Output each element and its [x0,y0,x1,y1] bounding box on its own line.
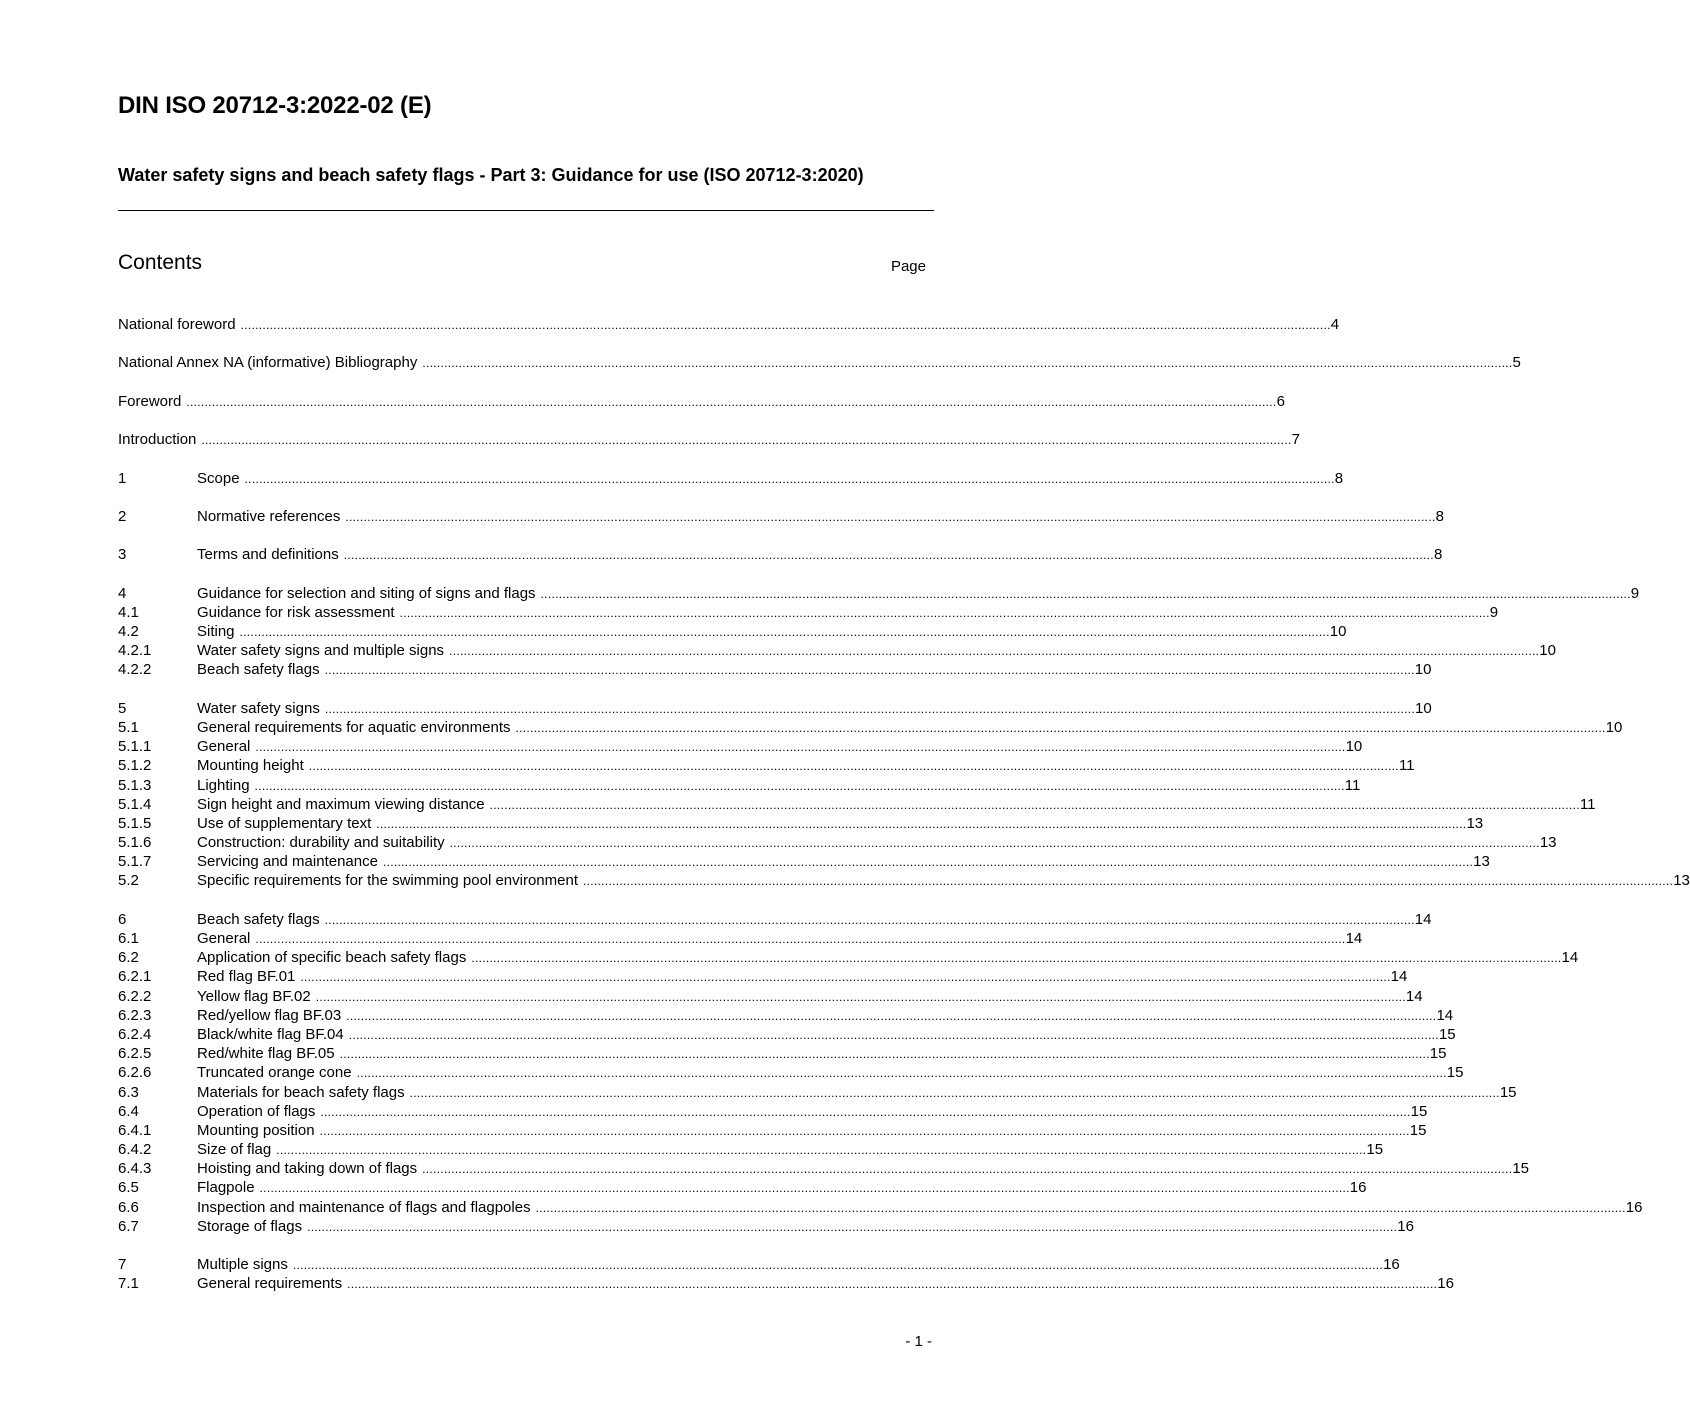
toc-entry-number: 5.1.1 [118,738,152,756]
toc-entry-title: General [197,738,251,756]
toc-entry-title: Introduction [118,431,197,449]
toc-entry-page: 9 [1630,584,1640,602]
toc-entry-page: 14 [1390,968,1408,986]
toc-entry-number: 6.5 [118,1179,139,1197]
toc-entry[interactable] [118,660,1432,679]
toc-entry-number: 4.2.2 [118,661,152,679]
toc-dot-leader: ............................................................................................................................................................................................................................................................................................................ [449,644,1540,659]
toc-dot-leader: ............................................................................................................................................................................................................................................................................................................ [324,663,1415,678]
toc-entry-number: 4.1 [118,603,139,621]
toc-dot-leader: ............................................................................................................................................................................................................................................................................................................ [319,1123,1410,1138]
toc-entry[interactable] [118,1255,1400,1274]
toc-entry-title: Inspection and maintenance of flags and flagpoles [197,1198,531,1216]
toc-dot-leader: ............................................................................................................................................................................................................................................................................................................ [356,1066,1447,1081]
toc-entry-number: 6.2.6 [118,1064,152,1082]
title-divider [118,210,934,211]
toc-entry-number: 5 [118,699,127,717]
toc-entry-page: 8 [1334,469,1344,487]
toc-group [118,1255,1454,1293]
toc-entry-title: Storage of flags [197,1217,303,1235]
toc-entry-page: 15 [1429,1045,1447,1063]
document-title: DIN ISO 20712-3:2022-02 (E) [118,92,432,119]
toc-dot-leader: ............................................................................................................................................................................................................................................................................................................ [422,356,1513,371]
toc-dot-leader: ............................................................................................................................................................................................................................................................................................................ [239,625,1330,639]
toc-entry-page: 9 [1489,603,1499,621]
toc-entry-title: Use of supplementary text [197,814,372,832]
toc-entry-title: Water safety signs [197,699,320,717]
toc-entry-title: Terms and definitions [197,546,339,564]
toc-entry-number: 6.4.1 [118,1121,152,1139]
toc-entry-page: 15 [1410,1102,1428,1120]
toc-entry-page: 14 [1414,910,1432,928]
page-number: - 1 - [905,1333,932,1350]
toc-entry-number: 5.1.2 [118,757,152,775]
toc-entry-page: 8 [1435,507,1444,525]
toc-entry[interactable] [118,948,1579,967]
toc-entry-title: Mounting height [197,757,304,775]
toc-group [118,430,1300,449]
toc-entry-number: 2 [118,507,127,525]
toc-entry-page: 11 [1398,757,1415,775]
toc-dot-leader: ............................................................................................................................................................................................................................................................................................................ [307,1219,1398,1234]
toc-entry[interactable] [118,737,1363,756]
toc-entry-title: Multiple signs [197,1256,288,1274]
toc-entry-page: 16 [1625,1198,1643,1216]
toc-entry-title: Normative references [197,507,341,525]
toc-entry-page: 10 [1539,642,1556,660]
toc-dot-leader: ............................................................................................................................................................................................................................................................................................................ [345,509,1436,524]
toc-dot-leader: ............................................................................................................................................................................................................................................................................................................ [320,1104,1411,1119]
toc-entry-page: 10 [1415,699,1432,717]
toc-dot-leader: ............................................................................................................................................................................................................................................................................................................ [300,970,1391,985]
toc-entry-number: 6.2.4 [118,1025,152,1043]
toc-entry-page: 16 [1349,1179,1367,1197]
toc-entry[interactable] [118,852,1490,871]
toc-entry-page: 15 [1366,1141,1384,1159]
toc-entry[interactable] [118,987,1423,1006]
toc-dot-leader: ............................................................................................................................................................................................................................................................................................................ [259,1181,1350,1196]
toc-entry[interactable] [118,392,1285,411]
toc-entry[interactable] [118,967,1408,986]
toc-entry[interactable] [118,1083,1517,1102]
toc-entry-number: 6.2.1 [118,968,152,986]
toc-entry-number: 1 [118,469,127,487]
toc-dot-leader: ............................................................................................................................................................................................................................................................................................................ [255,932,1346,946]
toc-entry[interactable] [118,1102,1428,1121]
toc-entry[interactable] [118,1159,1530,1178]
toc-entry[interactable] [118,315,1340,334]
toc-entry-title: Red flag BF.01 [197,968,296,986]
toc-group [118,353,1521,372]
toc-entry-title: Flagpole [197,1179,255,1197]
toc-entry-page: 15 [1499,1083,1517,1101]
toc-dot-leader: ............................................................................................................................................................................................................................................................................................................ [382,855,1474,870]
toc-dot-leader: ............................................................................................................................................................................................................................................................................................................ [409,1085,1500,1100]
toc-entry-number: 5.2 [118,872,139,890]
toc-entry-page: 13 [1673,872,1690,890]
toc-entry-number: 6.4 [118,1102,139,1120]
toc-entry[interactable] [118,469,1344,488]
toc-entry-title: Red/white flag BF.05 [197,1045,335,1063]
toc-entry-title: General [197,930,251,947]
toc-entry-number: 6.1 [118,930,139,947]
toc-entry-number: 6.6 [118,1198,139,1216]
toc-dot-leader: ............................................................................................................................................................................................................................................................................................................ [324,701,1416,716]
toc-entry-title: Foreword [118,392,182,410]
toc-entry-page: 10 [1329,623,1347,640]
toc-entry-number: 6.2.2 [118,987,152,1005]
toc-group [118,392,1285,411]
toc-entry-page: 8 [1433,546,1443,564]
toc-entry[interactable] [118,1044,1447,1063]
toc-entry-number: 5.1.5 [118,814,152,832]
toc-dot-leader: ............................................................................................................................................................................................................................................................................................................ [201,433,1292,448]
toc-entry-title: Siting [197,623,235,640]
toc-entry-page: 10 [1605,718,1623,736]
toc-dot-leader: ............................................................................................................................................................................................................................................................................................................ [540,586,1631,601]
toc-entry-page: 5 [1512,354,1521,372]
toc-entry[interactable] [118,929,1363,948]
toc-entry-number: 7.1 [118,1275,139,1293]
toc-entry-page: 14 [1405,987,1423,1005]
toc-entry[interactable] [118,1217,1414,1236]
toc-entry[interactable] [118,795,1596,814]
toc-entry-page: 13 [1466,814,1484,832]
toc-entry[interactable] [118,545,1443,564]
toc-entry-title: Beach safety flags [197,661,320,679]
toc-entry-page: 14 [1345,930,1363,947]
page-column-label: Page [890,258,926,275]
toc-entry-title: Water safety signs and multiple signs [197,642,445,660]
toc-dot-leader: ............................................................................................................................................................................................................................................................................................................ [489,797,1580,812]
toc-entry-number: 6.2.3 [118,1006,152,1024]
toc-entry-number: 6 [118,910,127,928]
toc-dot-leader: ............................................................................................................................................................................................................................................................................................................ [422,1162,1513,1177]
toc-entry-number: 5.1.7 [118,853,152,871]
toc-entry[interactable] [118,507,1444,526]
toc-entry[interactable] [118,871,1690,890]
document-subtitle: Water safety signs and beach safety flags - Part 3: Guidance for use (ISO 20712-3:2020) [118,165,864,185]
toc-entry-number: 6.4.3 [118,1160,152,1178]
toc-entry[interactable] [118,1121,1427,1140]
toc-entry[interactable] [118,699,1432,718]
toc-entry[interactable] [118,1178,1367,1197]
toc-entry-page: 10 [1345,738,1363,756]
toc-entry-number: 3 [118,546,127,564]
toc-entry-title: National foreword [118,316,236,333]
toc-dot-leader: ............................................................................................................................................................................................................................................................................................................ [339,1047,1430,1062]
toc-entry-title: Sign height and maximum viewing distance [197,795,485,813]
toc-entry-title: Operation of flags [197,1102,316,1120]
toc-entry-page: 16 [1397,1217,1414,1235]
toc-entry-page: 16 [1383,1256,1400,1274]
toc-entry-title: Beach safety flags [197,910,320,928]
toc-entry-page: 15 [1409,1121,1427,1139]
toc-dot-leader: ............................................................................................................................................................................................................................................................................................................ [244,471,1335,486]
toc-entry-number: 4 [118,584,127,602]
toc-entry-title: Specific requirements for the swimming pool environment [197,872,578,890]
toc-entry-page: 6 [1276,392,1285,410]
toc-entry-title: Application of specific beach safety flags [197,949,467,967]
toc-entry-number: 4.2 [118,623,139,640]
toc-entry[interactable] [118,641,1556,660]
toc-entry-number: 6.3 [118,1083,139,1101]
toc-entry[interactable] [118,1025,1456,1044]
toc-entry[interactable] [118,756,1415,775]
toc-entry-title: Black/white flag BF.04 [197,1025,344,1043]
table-of-contents [118,315,1690,1294]
toc-entry[interactable] [118,1063,1464,1082]
toc-entry-page: 15 [1438,1025,1456,1043]
contents-heading: Contents [118,251,203,274]
toc-entry-title: Guidance for risk assessment [197,603,395,621]
toc-entry-title: Red/yellow flag BF.03 [197,1006,342,1024]
toc-entry-title: Truncated orange cone [197,1064,352,1082]
toc-entry-number: 6.7 [118,1217,139,1235]
toc-entry-page: 13 [1473,853,1490,871]
toc-dot-leader: ............................................................................................................................................................................................................................................................................................................ [399,605,1490,620]
toc-entry-page: 14 [1561,949,1579,967]
toc-dot-leader: ............................................................................................................................................................................................................................................................................................................ [471,951,1562,966]
toc-entry-title: Guidance for selection and siting of signs and flags [197,584,536,602]
toc-entry[interactable] [118,910,1432,929]
toc-entry[interactable] [118,353,1521,372]
toc-entry-title: Lighting [197,776,250,794]
toc-dot-leader: ............................................................................................................................................................................................................................................................................................................ [240,318,1331,332]
toc-entry-page: 11 [1579,795,1596,813]
toc-entry[interactable] [118,833,1557,852]
toc-group [118,699,1690,891]
toc-dot-leader: ............................................................................................................................................................................................................................................................................................................ [535,1200,1626,1215]
toc-entry-title: Servicing and maintenance [197,853,378,871]
toc-entry-page: 7 [1291,431,1300,449]
toc-entry[interactable] [118,1006,1454,1025]
toc-dot-leader: ............................................................................................................................................................................................................................................................................................................ [348,1027,1439,1042]
toc-entry[interactable] [118,814,1484,833]
toc-dot-leader: ............................................................................................................................................................................................................................................................................................................ [347,1277,1438,1292]
toc-entry-title: Construction: durability and suitability [197,834,445,852]
toc-entry-number: 6.2 [118,949,139,967]
toc-group [118,584,1640,680]
toc-entry[interactable] [118,1198,1643,1217]
toc-entry-number: 6.4.2 [118,1141,152,1159]
toc-entry-number: 6.2.5 [118,1045,152,1063]
toc-dot-leader: ............................................................................................................................................................................................................................................................................................................ [324,912,1415,927]
toc-entry-title: General requirements for aquatic environments [197,718,511,736]
toc-dot-leader: ............................................................................................................................................................................................................................................................................................................ [292,1258,1384,1273]
toc-entry[interactable] [118,584,1640,603]
toc-entry-page: 14 [1436,1006,1454,1024]
toc-entry[interactable] [118,603,1499,622]
toc-group [118,469,1344,488]
toc-dot-leader: ............................................................................................................................................................................................................................................................................................................ [515,720,1606,735]
toc-group [118,545,1443,564]
toc-entry-page: 15 [1512,1160,1530,1178]
toc-entry-page: 4 [1330,316,1340,333]
toc-dot-leader: ............................................................................................................................................................................................................................................................................................................ [254,778,1345,793]
toc-dot-leader: ............................................................................................................................................................................................................................................................................................................ [449,836,1540,851]
toc-entry-number: 7 [118,1256,127,1274]
toc-group [118,910,1643,1236]
toc-group [118,315,1340,334]
toc-entry-page: 11 [1344,776,1361,794]
toc-entry-page: 10 [1414,661,1432,679]
toc-entry-number: 5.1.3 [118,776,152,794]
toc-dot-leader: ............................................................................................................................................................................................................................................................................................................ [343,548,1434,563]
toc-entry-number: 5.1.4 [118,795,152,813]
toc-entry-title: Hoisting and taking down of flags [197,1160,418,1178]
toc-entry-number: 4.2.1 [118,642,152,660]
toc-dot-leader: ............................................................................................................................................................................................................................................................................................................ [276,1143,1367,1158]
toc-dot-leader: ............................................................................................................................................................................................................................................................................................................ [583,874,1674,889]
toc-entry[interactable] [118,622,1347,641]
toc-entry-number: 5.1 [118,718,139,736]
toc-entry-title: Size of flag [197,1141,272,1159]
toc-entry-title: Mounting position [197,1121,315,1139]
toc-entry-title: Scope [197,469,240,487]
toc-entry[interactable] [118,718,1623,737]
toc-entry[interactable] [118,776,1361,795]
toc-entry[interactable] [118,1274,1454,1293]
toc-entry-title: National Annex NA (informative) Bibliography [118,354,418,372]
toc-dot-leader: ............................................................................................................................................................................................................................................................................................................ [346,1008,1437,1023]
toc-dot-leader: ............................................................................................................................................................................................................................................................................................................ [315,989,1406,1004]
toc-entry-number: 5.1.6 [118,834,152,852]
toc-entry-page: 16 [1437,1275,1454,1293]
toc-entry[interactable] [118,1140,1384,1159]
toc-entry-page: 15 [1446,1064,1464,1082]
toc-entry-page: 13 [1539,834,1557,852]
toc-dot-leader: ............................................................................................................................................................................................................................................................................................................ [376,816,1467,831]
toc-dot-leader: ............................................................................................................................................................................................................................................................................................................ [255,740,1346,755]
toc-entry-title: Yellow flag BF.02 [197,987,311,1005]
toc-group [118,507,1444,526]
toc-entry-title: General requirements [197,1275,343,1293]
toc-entry[interactable] [118,430,1300,449]
toc-dot-leader: ............................................................................................................................................................................................................................................................................................................ [308,759,1399,774]
toc-entry-title: Materials for beach safety flags [197,1083,405,1101]
toc-dot-leader: ............................................................................................................................................................................................................................................................................................................ [186,394,1277,409]
